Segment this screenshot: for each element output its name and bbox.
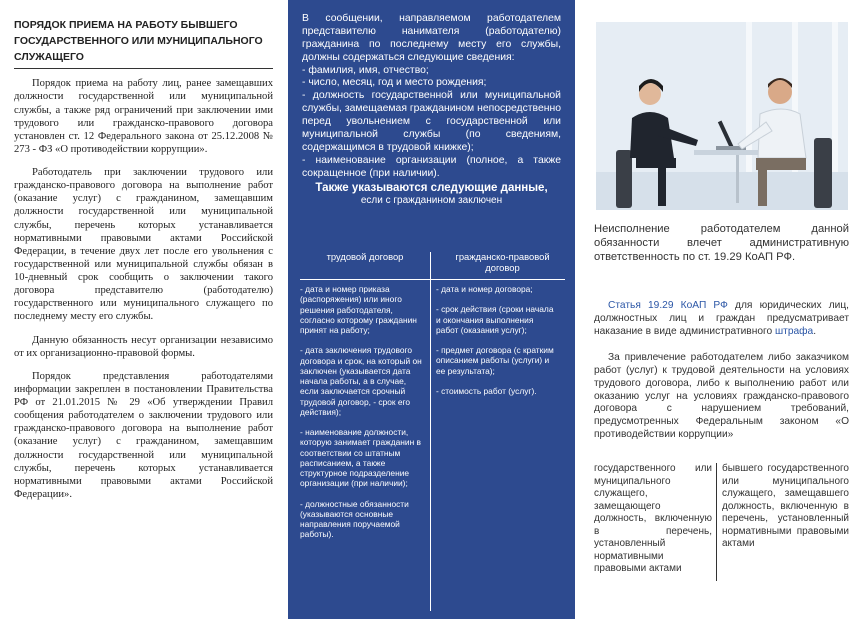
additional-data-heading: Также указываются следующие данные,: [315, 181, 548, 194]
table-cell: - срок действия (сроки начала и окончания выполнения работ (оказания услуг);: [436, 304, 554, 335]
table-cell: - дата заключения трудового договора и срок, на который он заключен (указывается дата начала работы, а в случае, если заключается срочный трудовой договор, - срок его действия);: [300, 345, 422, 417]
column-divider: [716, 463, 717, 581]
required-info-block: [288, 0, 575, 207]
left-title: ПОРЯДОК ПРИЕМА НА РАБОТУ БЫВШЕГО ГОСУДАРСТВЕННОГО ИЛИ МУНИЦИПАЛЬНОГО СЛУЖАЩЕГО: [14, 18, 273, 69]
liability-caption: Неисполнение работодателем данной обязанности влечет административную ответственность по ст. 19.29 КоАП РФ.: [594, 223, 849, 263]
left-column: [0, 0, 285, 619]
table-header-divider: [300, 279, 565, 280]
article-link[interactable]: Статья 19.29 КоАП РФ: [608, 300, 728, 311]
interview-photo: [596, 22, 848, 210]
table-cell: - должностные обязанности (указываются основные направления поручаемой работы).: [300, 498, 409, 540]
civil-contract-items: [436, 284, 558, 406]
col-header-civil: гражданско-правовой договор: [455, 251, 550, 273]
left-paragraph-2: Работодатель при заключении трудового или гражданско-правового договора на выполнение работ (оказание услуг) с гражданином, замещавшим должности государственной или муниципальной службы, перечень которых устанавливается нормативными правовыми актами Российской Федерации, в течение двух лет после его увольнения с государственной или муниципальной службы обязан в 10-дневный срок сообщить о заключении такого договора представителю (работодателю) государственного или муниципального служащего по последнему месту его службы.: [14, 167, 273, 323]
info-item: - наименование организации (полное, а также сокращенное (при наличии).: [302, 154, 561, 179]
table-cell: - дата и номер приказа (распоряжения) или иного решения работодателя, согласно которому гражданин принят на работу;: [300, 284, 417, 335]
left-paragraph-1: Порядок приема на работу лиц, ранее замещавших должности государственной или муниципальной службы, а также ряд ограничений при заключении ими трудового или гражданско-правового договора установлен ст. 12 Федерального закона от 25.12.2008 № 273 - ФЗ «О противодействии коррупции».: [14, 78, 273, 155]
info-item: - число, месяц, год и место рождения;: [302, 77, 487, 89]
table-cell: - стоимость работ (услуг).: [436, 385, 537, 396]
col-header-labor: трудовой договор: [326, 251, 404, 262]
fine-link[interactable]: штрафа: [775, 325, 814, 337]
table-column-divider: [430, 252, 431, 611]
article-paragraph: Статья 19.29 КоАП РФ для юридических лиц, должностных лиц и граждан предусматривает наказание в виде административного штрафа.: [594, 300, 849, 337]
table-cell: - наименование должности, которую занимает гражданин в соответствии со штатным расписанием, а также структурное подразделение организации (при наличии);: [300, 427, 421, 489]
table-cell: - предмет договора (с кратким описанием работы (услуги) и ее результата);: [436, 345, 554, 376]
former-official-text: бывшего государственного или муниципального служащего, замещавшего должность, включенную в перечень, установленный нормативными правовыми актами: [722, 463, 849, 549]
blue-panel: [288, 0, 575, 619]
left-paragraph-3: Данную обязанность несут организации независимо от их организационно-правовой формы.: [14, 334, 273, 359]
info-item: - должность государственной или муниципальной службы, замещаемая гражданином непосредственно перед увольнением с государственной или муниципальной службы (по сведениям, содержащимся в трудовой книжке);: [302, 90, 561, 153]
labor-contract-items: [300, 284, 426, 550]
table-cell: - дата и номер договора;: [436, 284, 533, 294]
current-official-text: государственного или муниципального служащего, замещающего должность, включенную в перечень, установленный нормативными правовыми актами: [594, 463, 712, 574]
additional-data-subheading: если с гражданином заключен: [360, 194, 503, 206]
violation-paragraph: За привлечение работодателем либо заказчиком работ (услуг) к трудовой деятельности на условиях трудового договора, либо к выполнению работ или оказанию услуг на условиях гражданско-правового договора с нарушением требований, предусмотренных Федеральным законом «О противодействии коррупции»: [594, 352, 849, 440]
left-paragraph-4: Порядок представления работодателями информации закреплен в постановлении Правительства РФ от 21.01.2015 № 29 «Об утверждении Правил сообщения работодателем о заключении трудового или гражданско-правового договора на выполнение работ (оказание услуг) с гражданином, замещавшим должности государственной или муниципальной службы, перечень которых устанавливается нормативными правовыми актами Российской Федерации».: [14, 370, 273, 500]
contract-table: [300, 252, 565, 611]
right-column: [580, 0, 863, 619]
intro-text: В сообщении, направляемом работодателем представителю нанимателя (работодателю) гражданина по последнему месту его службы, должны содержаться следующие сведения:: [302, 13, 561, 63]
interview-illustration: [596, 22, 848, 210]
info-item: - фамилия, имя, отчество;: [302, 64, 429, 76]
